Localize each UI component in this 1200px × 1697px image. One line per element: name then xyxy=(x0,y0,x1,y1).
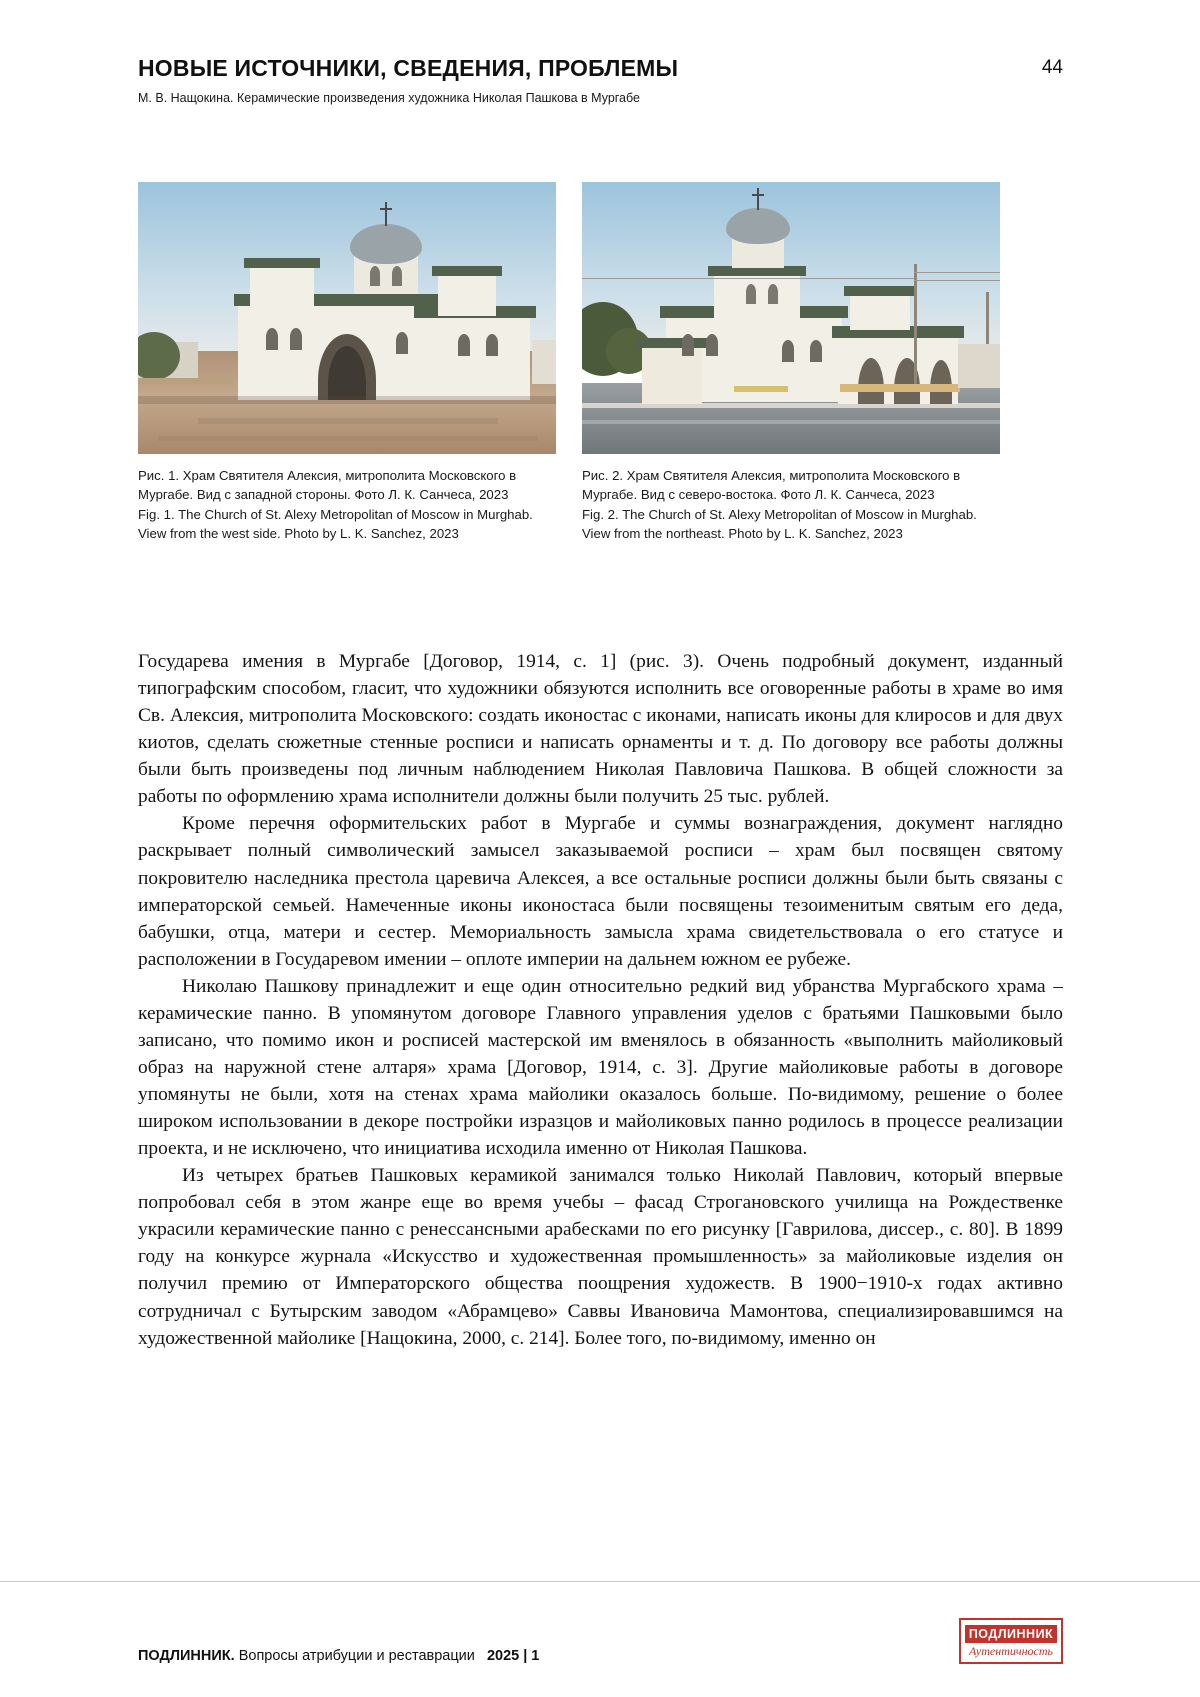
footer-journal-subtitle: Вопросы атрибуции и реставрации xyxy=(238,1648,475,1664)
figure-1-photo xyxy=(138,182,556,454)
figure-2-caption-ru: Рис. 2. Храм Святителя Алексия, митрополита Московского в Мургабе. Вид с северо-востока. Фото Л. К. Санчеса, 2023 xyxy=(582,468,961,503)
figure-row xyxy=(138,182,1063,544)
body-paragraph-2: Кроме перечня оформительских работ в Мургабе и суммы вознаграждения, документ наглядно раскрывает полный символический замысел заказываемой росписи – храм был посвящен святому покровителю наследника престола царевича Алексея, а все остальные росписи должны были быть связаны с императорской семьей. Намеченные иконы иконостаса были посвящены тезоименитым святым его деда, бабушки, отца, матери и сестер. Мемориальность замысла храма свидетельствовала о его статусе и расположении в Государевом имении – оплоте империи на дальнем южном ее рубеже. xyxy=(138,813,1063,970)
figure-2-photo xyxy=(582,182,1000,454)
figure-1-caption xyxy=(138,466,556,544)
body-paragraph-3: Николаю Пашкову принадлежит и еще один относительно редкий вид убранства Мургабского храма – керамические панно. В упомянутом договоре Главного управления уделов с братьями Пашковыми было записано, что помимо икон и росписей мастерской им вменялось в обязанность «выполнить майоликовый образ на наружной стене алтаря» храма [Договор, 1914, с. 3]. Другие майоликовые работы в договоре упомянуты не были, хотя на стенах храма майолики оказалось больше. По-видимому, решение о более широком использовании в декоре постройки изразцов и майоликовых панно родилось в процессе реализации проекта, и не исключено, что инициатива исходила именно от Николая Пашкова. xyxy=(138,975,1063,1160)
figure-1 xyxy=(138,182,556,544)
figure-1-caption-ru: Рис. 1. Храм Святителя Алексия, митрополита Московского в Мургабе. Вид с западной стороны. Фото Л. К. Санчеса, 2023 xyxy=(138,468,517,503)
page-header xyxy=(138,55,1063,107)
figure-2-caption xyxy=(582,466,1000,544)
page-number: 44 xyxy=(1041,57,1063,78)
body-paragraph-1: Государева имения в Мургабе [Договор, 1914, с. 1] (рис. 3). Очень подробный документ, изданный типографским способом, гласит, что художники обязуются исполнить все оговоренные работы в храме во имя Св. Алексия, митрополита Московского: создать иконостас с иконами, написать иконы для клиросов и для двух киотов, сделать сюжетные стенные росписи и написать орнаменты и т. д. По договору все работы должны были быть произведены под личным наблюдением Николая Павловича Пашкова. В общей сложности за работы по оформлению храма исполнители должны были получить 25 тыс. рублей. xyxy=(138,651,1063,808)
footer-journal-line xyxy=(138,1648,539,1664)
figure-2 xyxy=(582,182,1000,544)
running-head-subtitle: М. В. Нащокина. Керамические произведения художника Николая Пашкова в Мургабе xyxy=(138,91,640,106)
journal-logo xyxy=(959,1618,1063,1664)
header-row xyxy=(138,55,1063,81)
page-footer xyxy=(138,1618,1063,1664)
page-title: НОВЫЕ ИСТОЧНИКИ, СВЕДЕНИЯ, ПРОБЛЕМЫ xyxy=(138,55,679,81)
figure-2-caption-en: Fig. 2. The Church of St. Alexy Metropolitan of Moscow in Murghab. View from the northeast. Photo by L. K. Sanchez, 2023 xyxy=(582,507,977,542)
footer-divider xyxy=(0,1581,1200,1582)
journal-logo-script: Аутентичность xyxy=(969,1644,1053,1658)
body-paragraph-4: Из четырех братьев Пашковых керамикой занимался только Николай Павлович, который впервые попробовал себя в этом жанре еще во время учебы – фасад Строгановского училища на Рождественке украсили керамические панно с ренессансными арабесками по его рисунку [Гаврилова, диссер., с. 80]. В 1899 году на конкурсе журнала «Искусство и художественная промышленность» за майоликовые изделия он получил премию от Императорского общества поощрения художеств. В 1900−1910-х годах активно сотрудничал с Бутырским заводом «Абрамцево» Саввы Ивановича Мамонтова, специализировавшимся на художественной майолике [Нащокина, 2000, с. 214]. Более того, по-видимому, именно он xyxy=(138,1165,1063,1349)
figure-1-caption-en: Fig. 1. The Church of St. Alexy Metropolitan of Moscow in Murghab. View from the west side. Photo by L. K. Sanchez, 2023 xyxy=(138,507,533,542)
footer-journal-name: ПОДЛИННИК. xyxy=(138,1648,235,1664)
footer-issue: 2025 | 1 xyxy=(486,1648,540,1664)
article-body xyxy=(138,648,1063,1352)
journal-logo-word: ПОДЛИННИК xyxy=(965,1625,1057,1643)
